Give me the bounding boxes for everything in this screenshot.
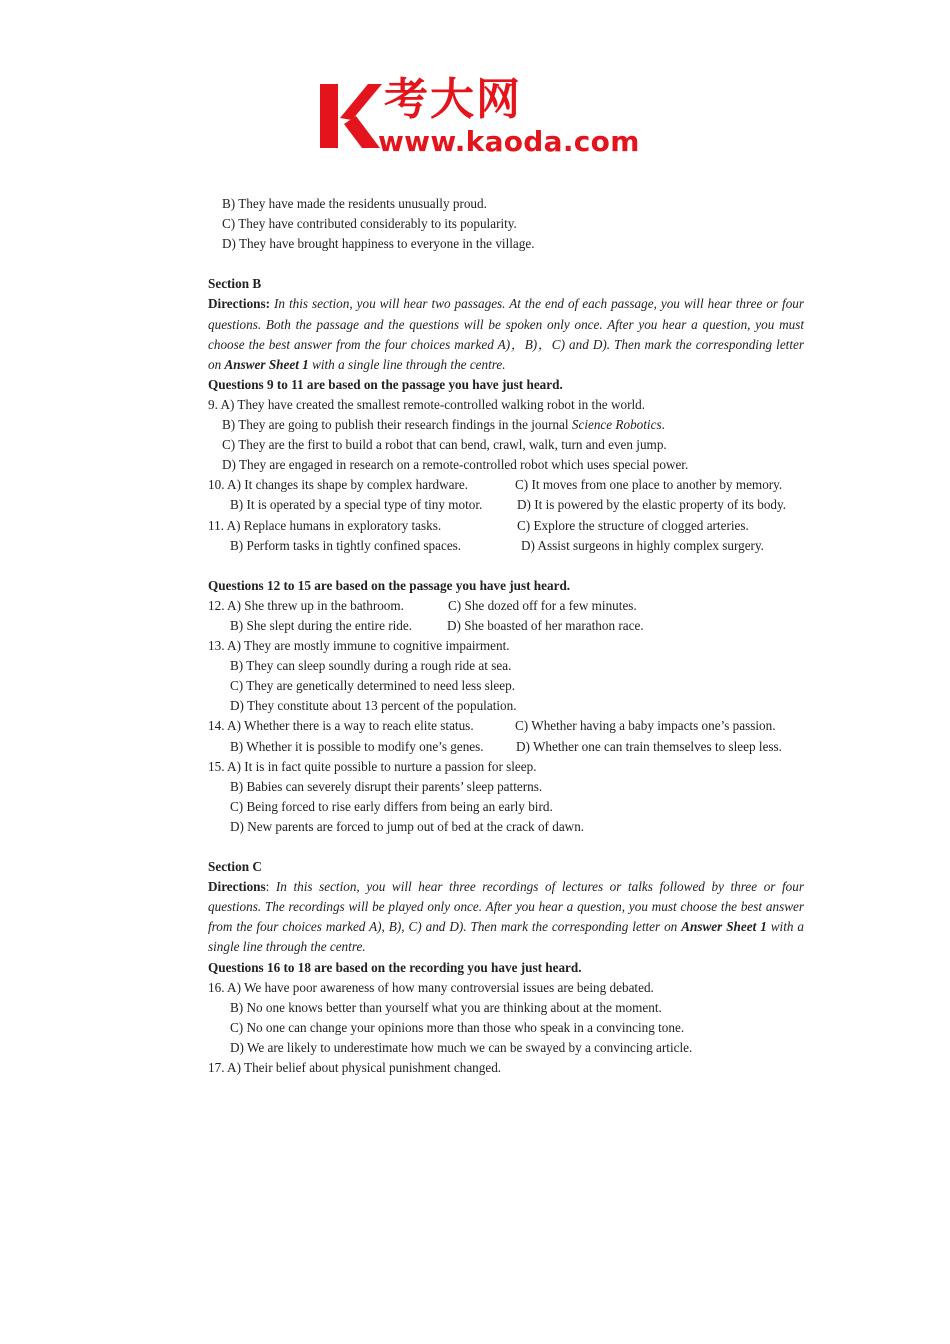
q16-option-d: D) We are likely to underestimate how much we can be swayed by a convincing article. bbox=[230, 1039, 693, 1055]
q13-option-b: B) They can sleep soundly during a rough ride at sea. bbox=[230, 658, 512, 674]
q15-option-d: D) New parents are forced to jump out of bed at the crack of dawn. bbox=[230, 818, 585, 834]
q14-row-2: B) Whether it is possible to modify one’s genes. D) Whether one can train themselves to sleep less. bbox=[230, 738, 782, 754]
section-c-heading: Section C bbox=[208, 859, 262, 875]
q11-row-1: 11. A) Replace humans in exploratory tasks. C) Explore the structure of clogged arteries. bbox=[208, 517, 749, 533]
q16-option-b: B) No one knows better than yourself what you are thinking about at the moment. bbox=[230, 999, 662, 1015]
k-logo-icon bbox=[318, 80, 382, 152]
logo-chinese-text: 考大网 bbox=[384, 74, 522, 125]
q16-option-a: 16. A) We have poor awareness of how many controversial issues are being debated. bbox=[208, 979, 654, 995]
q8-option-d: D) They have brought happiness to everyone in the village. bbox=[222, 236, 535, 252]
q14-row-1: 14. A) Whether there is a way to reach elite status. C) Whether having a baby impacts one’s passion. bbox=[208, 718, 776, 734]
q13-option-c: C) They are genetically determined to need less sleep. bbox=[230, 678, 516, 694]
q8-option-b: B) They have made the residents unusually proud. bbox=[222, 196, 487, 211]
q9-option-a: 9. A) They have created the smallest remote-controlled walking robot in the world. bbox=[208, 396, 646, 412]
section-b-heading: Section B bbox=[208, 276, 262, 292]
q9-option-c: C) They are the first to build a robot that can bend, crawl, walk, turn and even jump. bbox=[222, 437, 667, 453]
exam-document bbox=[208, 194, 804, 1078]
q10-row-2: B) It is operated by a special type of tiny motor. D) It is powered by the elastic property of its body. bbox=[230, 497, 787, 513]
group-16-18-heading: Questions 16 to 18 are based on the recording you have just heard. bbox=[208, 959, 582, 975]
q9-option-d: D) They are engaged in research on a remote-controlled robot which uses special power. bbox=[222, 457, 689, 473]
q15-option-c: C) Being forced to rise early differs from being an early bird. bbox=[230, 798, 553, 814]
q11-row-2: B) Perform tasks in tightly confined spaces. D) Assist surgeons in highly complex surgery. bbox=[230, 537, 764, 553]
q13-option-a: 13. A) They are mostly immune to cognitive impairment. bbox=[208, 638, 510, 654]
group-9-11-heading: Questions 9 to 11 are based on the passage you have just heard. bbox=[208, 376, 563, 392]
q8-option-c: C) They have contributed considerably to its popularity. bbox=[222, 216, 517, 232]
q15-option-a: 15. A) It is in fact quite possible to nurture a passion for sleep. bbox=[208, 758, 537, 774]
q10-row-1: 10. A) It changes its shape by complex hardware. C) It moves from one place to another by memory. bbox=[208, 477, 783, 493]
q9-option-b: B) They are going to publish their research findings in the journal Science Robotics. bbox=[222, 417, 665, 433]
kaoda-logo bbox=[318, 72, 648, 160]
q15-option-b: B) Babies can severely disrupt their parents’ sleep patterns. bbox=[230, 778, 543, 794]
group-12-15-heading: Questions 12 to 15 are based on the passage you have just heard. bbox=[208, 577, 571, 593]
q12-row-1: 12. A) She threw up in the bathroom. C) She dozed off for a few minutes. bbox=[208, 597, 637, 613]
q13-option-d: D) They constitute about 13 percent of the population. bbox=[230, 698, 517, 714]
logo-url-text: www.kaoda.com bbox=[378, 125, 640, 158]
section-c-directions: Directions: In this section, you will hear three recordings of lectures or talks followed by three or four questions. The recordings will be played only once. After you hear a question, you must choose the best answer from the four choices marked A), B), C) and D). Then mark the corresponding letter on Answer Sheet 1 with a single line through the centre. bbox=[208, 879, 805, 955]
q17-option-a: 17. A) Their belief about physical punishment changed. bbox=[208, 1060, 502, 1076]
q12-row-2: B) She slept during the entire ride. D) She boasted of her marathon race. bbox=[230, 617, 644, 633]
section-b-directions: Directions: In this section, you will hear two passages. At the end of each passage, you will hear three or four questions. Both the passage and the questions will be spoken only once. After you hear a question, you must choose the best answer from the four choices marked A)，B)，C) and D). Then mark the corresponding letter on Answer Sheet 1 with a single line through the centre. bbox=[208, 296, 805, 372]
q16-option-c: C) No one can change your opinions more than those who speak in a convincing tone. bbox=[230, 1019, 685, 1035]
